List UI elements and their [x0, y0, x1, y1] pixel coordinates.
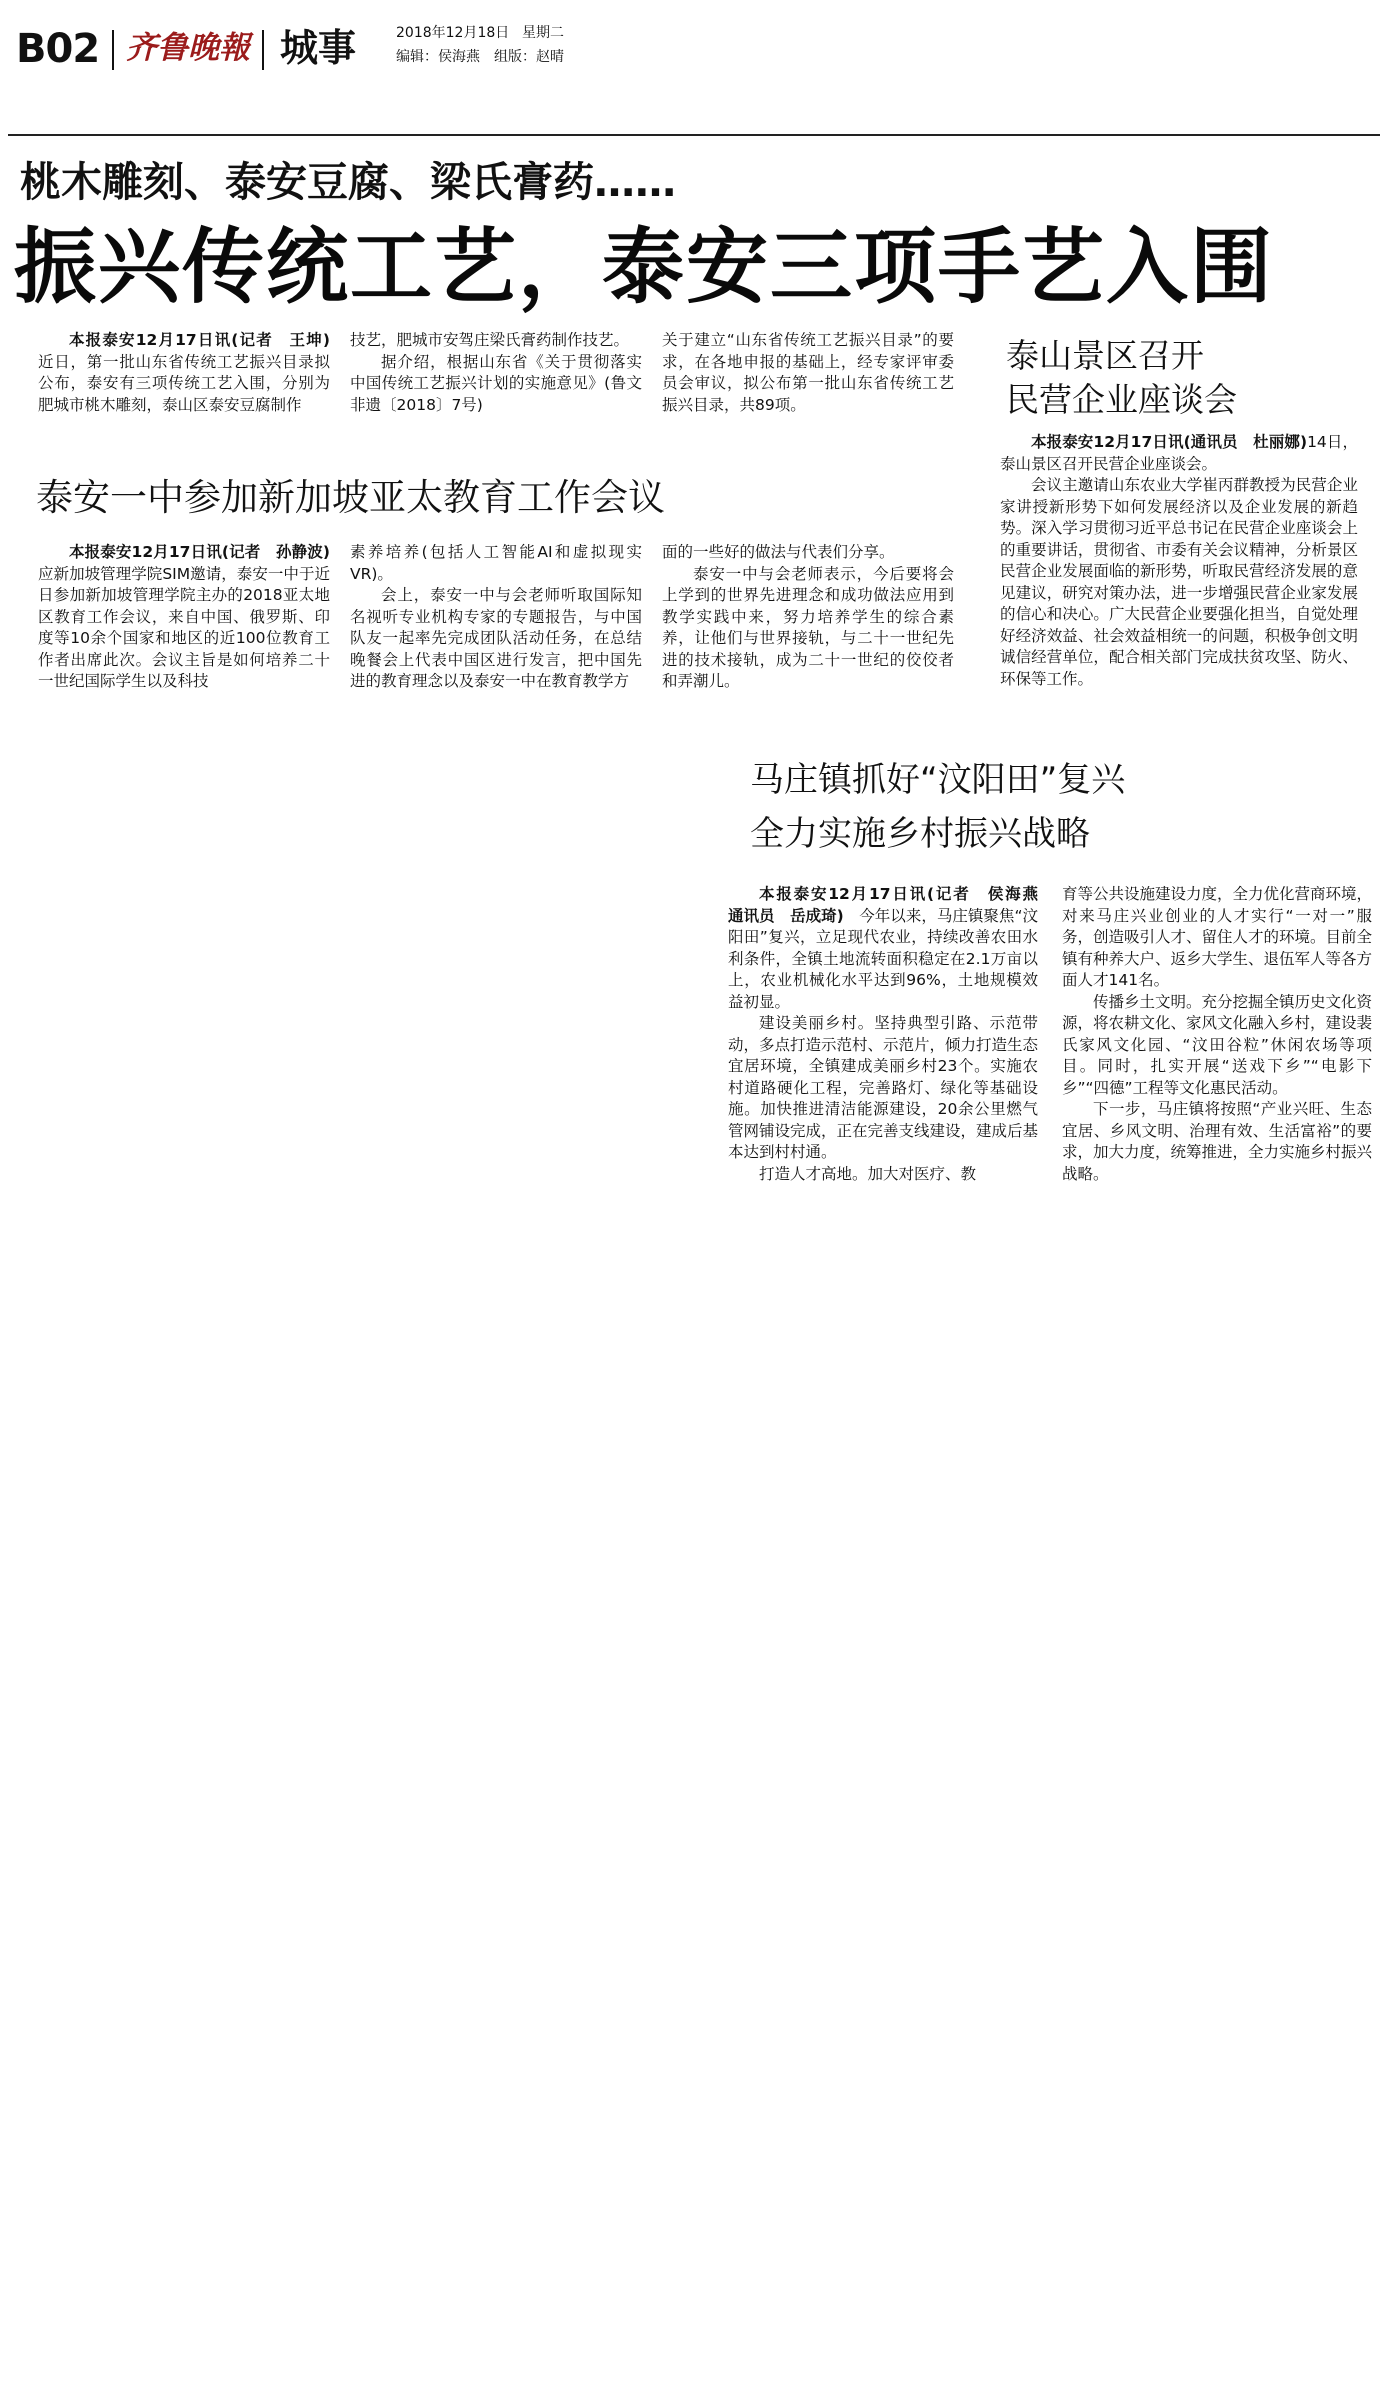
story2-column-1	[38, 542, 330, 693]
lead-paragraph: 据介绍，根据山东省《关于贯彻落实中国传统工艺振兴计划的实施意见》(鲁文非遗〔2018〕7号)	[350, 352, 642, 414]
story4-headline-line1: 马庄镇抓好“汶阳田”复兴	[750, 760, 1126, 800]
story4-paragraph: 打造人才高地。加大对医疗、教	[759, 1164, 977, 1183]
lead-column-2	[350, 330, 642, 416]
lead-paragraph: 近日，第一批山东省传统工艺振兴目录拟公布，泰安有三项传统工艺入围，分别为肥城市桃木雕刻，泰山区泰安豆腐制作	[38, 352, 330, 414]
lead-headline: 振兴传统工艺，泰安三项手艺入围	[14, 220, 1275, 315]
story4-paragraph: 下一步，马庄镇将按照“产业兴旺、生态宜居、乡风文明、治理有效、生活富裕”的要求，加大力度，统筹推进，全力实施乡村振兴战略。	[1062, 1100, 1373, 1183]
story4-paragraph: 建设美丽乡村。坚持典型引路、示范带动，多点打造示范村、示范片，倾力打造生态宜居环境，全镇建成美丽乡村23个。实施农村道路硬化工程，完善路灯、绿化等基础设施。加快推进清洁能源建设，20余公里燃气管网铺设完成，正在完善支线建设，建成后基本达到村村通。	[728, 1014, 1039, 1161]
newspaper-logo: 齐鲁晚報	[126, 30, 250, 66]
lead-column-3	[662, 330, 954, 416]
story2-headline: 泰安一中参加新加坡亚太教育工作会议	[36, 476, 665, 519]
story2-column-2	[350, 542, 642, 693]
story3-headline-line1: 泰山景区召开	[1006, 336, 1204, 375]
story4-headline-line2: 全力实施乡村振兴战略	[750, 814, 1090, 854]
story3-headline-line2: 民营企业座谈会	[1006, 380, 1237, 419]
masthead-divider	[262, 30, 264, 70]
story3-paragraph: 14日，泰山景区召开民营企业座谈会。	[1000, 433, 1358, 473]
story4-byline: 本报泰安12月17日讯(记者 侯海燕 通讯员 岳成琦)	[728, 885, 1054, 925]
story4-paragraph: 传播乡土文明。充分挖掘全镇历史文化资源，将农耕文化、家风文化融入乡村，建设裴氏家风文化园、“汶田谷粒”休闲农场等项目。同时，扎实开展“送戏下乡”“电影下乡”“四德”工程等文化惠民活动。	[1062, 992, 1373, 1097]
lead-paragraph: 关于建立“山东省传统工艺振兴目录”的要求，在各地申报的基础上，经专家评审委员会审议，拟公布第一批山东省传统工艺振兴目录，共89项。	[662, 331, 954, 414]
lead-column-1	[38, 330, 330, 416]
story2-paragraph: 面的一些好的做法与代表们分享。	[662, 543, 895, 561]
story4-paragraph: 育等公共设施建设力度，全力优化营商环境，对来马庄兴业创业的人才实行“一对一”服务，创造吸引人才、留住人才的环境。目前全镇有种养大户、返乡大学生、退伍军人等各方面人才141名。	[1062, 885, 1373, 989]
lead-byline: 本报泰安12月17日讯(记者 王坤)	[69, 331, 330, 349]
story2-column-3	[662, 542, 954, 693]
issue-date: 2018年12月18日	[396, 25, 510, 41]
story4-column-1	[728, 884, 1054, 1185]
story3-paragraph: 会议主邀请山东农业大学崔丙群教授为民营企业家讲授新形势下如何发展经济以及企业发展的新趋势。深入学习贯彻习近平总书记在民营企业座谈会上的重要讲话，贯彻省、市委有关会议精神，分析景区民营企业发展面临的新形势，听取民营经济发展的意见建议，研究对策办法，进一步增强民营企业家发展的信心和决心。广大民营企业要强化担当，自觉处理好经济效益、社会效益相统一的问题，积极争创文明诚信经营单位，配合相关部门完成扶贫攻坚、防火、环保等工作。	[1000, 476, 1358, 688]
masthead-divider	[112, 30, 114, 70]
story2-byline: 本报泰安12月17日讯(记者 孙静波)	[69, 543, 330, 561]
story4-column-2	[1062, 884, 1372, 1185]
editor-credits: 编辑：侯海燕 组版：赵晴	[396, 49, 564, 65]
header-rule	[8, 134, 1380, 136]
story2-paragraph: 会上，泰安一中与会老师听取国际知名视听专业机构专家的专题报告，与中国队友一起率先完成团队活动任务，在总结晚餐会上代表中国区进行发言，把中国先进的教育理念以及泰安一中在教育教学方	[350, 586, 642, 690]
story3-body	[1000, 432, 1358, 690]
page-number: B02	[16, 26, 100, 72]
story3-byline: 本报泰安12月17日讯(通讯员 杜丽娜)	[1031, 433, 1308, 451]
issue-weekday: 星期二	[522, 25, 564, 41]
story2-paragraph: 泰安一中与会老师表示，今后要将会上学到的世界先进理念和成功做法应用到教学实践中来，努力培养学生的综合素养，让他们与世界接轨，与二十一世纪先进的技术接轨，成为二十一世纪的佼佼者和弄潮儿。	[662, 564, 954, 690]
story2-paragraph: 素养培养(包括人工智能AI和虚拟现实VR)。	[350, 543, 642, 583]
lead-paragraph: 技艺，肥城市安驾庄梁氏膏药制作技艺。	[350, 331, 630, 349]
story2-paragraph: 应新加坡管理学院SIM邀请，泰安一中于近日参加新加坡管理学院主办的2018亚太地区教育工作会议，来自中国、俄罗斯、印度等10余个国家和地区的近100位教育工作者出席此次。会议主旨是如何培养二十一世纪国际学生以及科技	[38, 564, 330, 690]
story4-paragraph: 今年以来，马庄镇聚焦“汶阳田”复兴，立足现代农业，持续改善农田水利条件，全镇土地流转面积稳定在2.1万亩以上，农业机械化水平达到96%，土地规模效益初显。	[728, 906, 1038, 1011]
lead-kicker: 桃木雕刻、泰安豆腐、梁氏膏药……	[20, 158, 676, 206]
section-name: 城事	[280, 26, 357, 70]
